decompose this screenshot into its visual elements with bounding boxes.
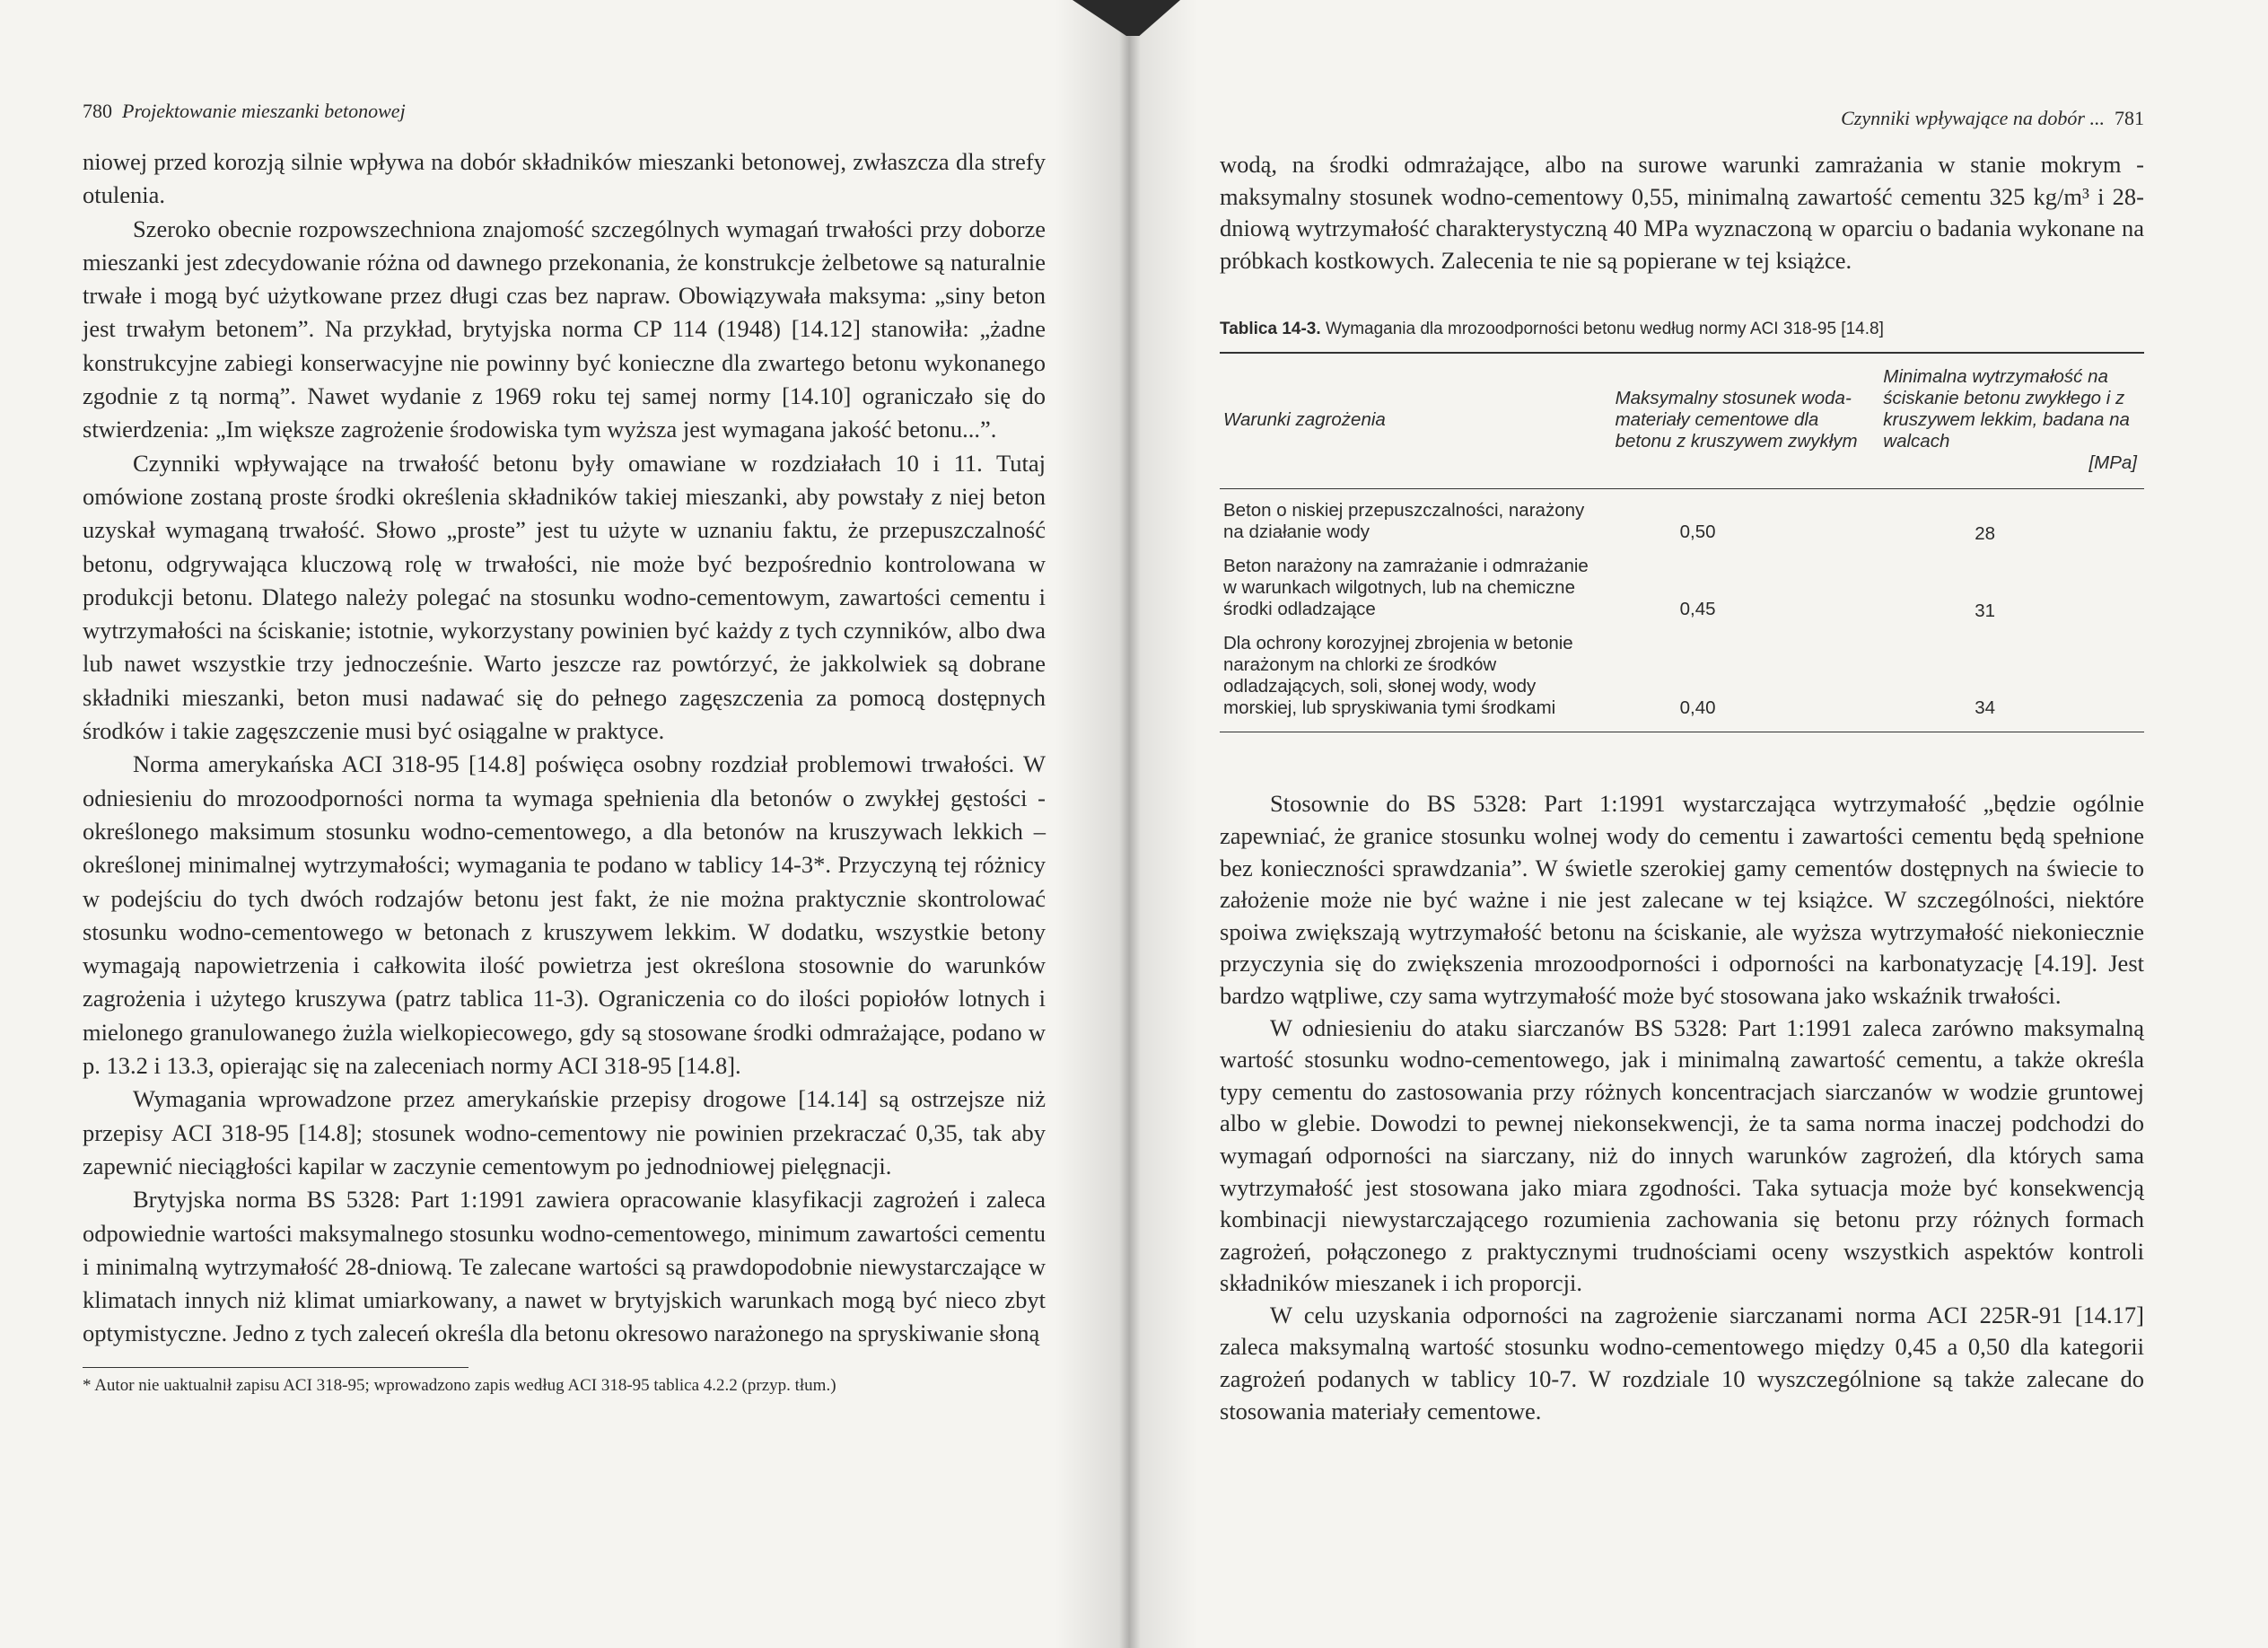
- right-body-text-top: [1220, 149, 2144, 276]
- cell-condition: Dla ochrony korozyjnej zbrojenia w betonie narażonym na chlorki ze środków odladzających, soli, słonej wody, wody morskiej, lub spryskiwania tymi środkami: [1220, 622, 1608, 732]
- cell-min-strength: 31: [1975, 600, 1996, 622]
- header-min-strength: [1876, 353, 2144, 489]
- cell-max-wc: 0,45: [1679, 599, 1716, 620]
- table-row: [1220, 489, 2144, 546]
- table-row: [1220, 622, 2144, 732]
- right-page: [1126, 0, 2268, 1648]
- cell-condition: Beton narażony na zamrażanie i odmrażanie w warunkach wilgotnych, lub na chemiczne środki odladzające: [1223, 556, 1589, 620]
- left-running-title: Projektowanie mieszanki betonowej: [122, 100, 406, 122]
- paragraph: Stosownie do BS 5328: Part 1:1991 wystarczająca wytrzymałość „będzie ogólnie zapewniać, że granice stosunku wolnej wody do cementu i zawartości cementu będą spełnione bez konieczności sprawdzania”. W świetle szerokiej gamy cementów dostępnych na świecie to założenie może nie być ważne i nie jest zalecane w tej książce. W szczególności, niektóre spoiwa zwiększają wytrzymałość betonu na ściskanie, ale wyższa wytrzymałość niekoniecznie przyczynia się do zwiększenia mrozoodporności i odporności na karbonatyzację [4.19]. Jest bardzo wątpliwe, czy sama wytrzymałość może być stosowana jako wskaźnik trwałości.: [1220, 790, 2144, 1009]
- table-caption: [1220, 320, 2144, 339]
- table-label: Tablica 14-3.: [1220, 320, 1321, 339]
- requirements-table: [1220, 352, 2144, 732]
- table-caption-text: Wymagania dla mrozoodporności betonu według normy ACI 318-95 [14.8]: [1325, 320, 1884, 339]
- paragraph: Wymagania wprowadzone przez amerykańskie przepisy drogowe [14.14] są ostrzejsze niż przepisy ACI 318-95 [14.8]; stosunek wodno-cementowy nie powinien przekraczać 0,35, tak aby zapewnić nieciągłości kapilar w zaczynie cementowym po jednodniowej pielęgnacji.: [83, 1085, 1046, 1179]
- paragraph: Szeroko obecnie rozpowszechniona znajomość szczególnych wymagań trwałości przy doborze mieszanki jest zdecydowanie różna od dawnego przekonania, że konstrukcje żelbetowe są naturalnie trwałe i mogą być użytkowane przez długi czas bez napraw. Obowiązywała maksyma: „siny beton jest trwałym betonem”. Na przykład, brytyjska norma CP 114 (1948) [14.12] stanowiła: „żadne konstrukcyjne zabiegi konserwacyjne nie powinny być konieczne dla zwartego betonu wykonanego zgodnie z tą normą”. Nawet wydanie z 1969 roku tej samej normy [14.10] ograniczało się do stwierdzenia: „Im większe zagrożenie środowiska tym wyższa jest wymagana jakość betonu...”.: [83, 215, 1046, 443]
- paragraph: W celu uzyskania odporności na zagrożenie siarczanami norma ACI 225R-91 [14.17] zaleca maksymalną wartość stosunku wodno-cementowego między 0,45 a 0,50 dla kategorii zagrożeń podanych w tablicy 10-7. W rozdziale 10 wyszczególnione są także zalecane do stosowania materiały cementowe.: [1220, 1301, 2144, 1424]
- paragraph: Norma amerykańska ACI 318-95 [14.8] poświęca osobny rozdział problemowi trwałości. W odniesieniu do mrozoodporności norma ta wymaga spełnienia dla betonów o zwykłej gęstości - określonego maksimum stosunku wodno-cementowego, a dla betonów na kruszywach lekkich – określonej minimalnej wytrzymałości; wymagania te podano w tablicy 14-3*. Przyczyną tej różnicy w podejściu do tych dwóch rodzajów betonu jest fakt, że nie można praktycznie skontrolować stosunku wodno-cementowego w betonach z kruszywem lekkim. W dodatku, wszystkie betony wymagają napowietrzenia i całkowita ilość powietrza jest określona stosownie do warunków zagrożenia i użytego kruszywa (patrz tablica 11-3). Ograniczenia co do ilości popiołów lotnych i mielonego granulowanego żużla wielkopiecowego, gdy są stosowane środki odmrażające, podano w p. 13.2 i 13.3, opierając się na zaleceniach normy ACI 318-95 [14.8].: [83, 750, 1046, 1080]
- paragraph: Brytyjska norma BS 5328: Part 1:1991 zawiera opracowanie klasyfikacji zagrożeń i zaleca odpowiednie wartości maksymalnego stosunku wodno-cementowego, minimum zawartości cementu i minimalną wytrzymałość 28-dniową. Te zalecane wartości są prawdopodobnie niewystarczające w klimatach innych niż klimat umiarkowany, a nawet w brytyjskich warunkach mogą być nieco zbyt optymistyczne. Jedno z tych zaleceń określa dla betonu okresowo narażonego na spryskiwanie słoną: [83, 1186, 1046, 1347]
- header-min-strength-text: Minimalna wytrzymałość na ściskanie betonu zwykłego i z kruszywem lekkim, badana na walcach: [1883, 366, 2130, 452]
- right-running-head: [1220, 101, 2144, 136]
- left-page: [0, 0, 1126, 1648]
- cell-max-wc: 0,40: [1608, 622, 1877, 732]
- left-running-head: [83, 93, 1046, 129]
- left-page-number: 780: [83, 100, 112, 122]
- header-unit: [MPa]: [2088, 452, 2137, 474]
- footnote: * Autor nie uaktualnił zapisu ACI 318-95; wprowadzono zapis według ACI 318-95 tablica 4.2.2 (przyp. tłum.): [83, 1375, 836, 1395]
- table-header-row: [1220, 353, 2144, 489]
- cell-min-strength: 28: [1975, 523, 1996, 545]
- cell-condition: Beton o niskiej przepuszczalności, narażony na działanie wody: [1223, 500, 1585, 543]
- left-body-text: [83, 145, 1046, 1351]
- cell-min-strength: 34: [1876, 622, 2144, 732]
- header-conditions: Warunki zagrożenia: [1220, 353, 1608, 489]
- paragraph: Czynniki wpływające na trwałość betonu były omawiane w rozdziałach 10 i 11. Tutaj omówione zostaną proste środki określenia składników takiej mieszanki, aby powstały z niej beton uzyskał wymaganą trwałość. Słowo „proste” jest tu użyte w uznaniu faktu, że przepuszczalność betonu, odgrywająca kluczową rolę w trwałości, nie może być bezpośrednio kontrolowana w produkcji betonu. Dlatego należy polegać na stosunku wodno-cementowym, zawartości cementu i wytrzymałości na ściskanie; istotnie, wykorzystany powinien być każdy z tych czynników, albo dwa lub nawet wszystkie trzy jednocześnie. Warto jeszcze raz powtórzyć, że jakkolwiek są dobrane składniki mieszanki, beton musi nadawać się do pełnego zagęszczenia za pomocą dostępnych środków i takie zagęszczenie musi być osiągalne w praktyce.: [83, 449, 1046, 745]
- paragraph: wodą, na środki odmrażające, albo na surowe warunki zamrażania w stanie mokrym - maksymalny stosunek wodno-cementowy 0,55, minimalną zawartość cementu 325 kg/m³ i 28-dniową wytrzymałość charakterystyczną 40 MPa wyznaczoną w oparciu o badania wykonane na próbkach kostkowych. Zalecenia te nie są popierane w tej książce.: [1220, 151, 2144, 274]
- right-body-text-bottom: [1220, 788, 2144, 1427]
- paragraph: niowej przed korozją silnie wpływa na dobór składników mieszanki betonowej, zwłaszcza dla strefy otulenia.: [83, 148, 1046, 209]
- header-max-wc: Maksymalny stosunek woda-materiały cementowe dla betonu z kruszywem zwykłym: [1608, 353, 1877, 489]
- table-row: [1220, 545, 2144, 622]
- cell-max-wc: 0,50: [1679, 522, 1716, 543]
- footnote-divider: [83, 1367, 468, 1368]
- right-page-number: 781: [2115, 107, 2144, 129]
- paragraph: W odniesieniu do ataku siarczanów BS 5328: Part 1:1991 zaleca zarówno maksymalną wartość stosunku wodno-cementowego, jak i minimalną zawartość cementu, a także określa typy cementu do zastosowania przy różnych koncentracjach siarczanów w wodzie gruntowej albo w glebie. Dowodzi to pewnej niekonsekwencji, że ta sama norma inaczej podchodzi do wymagań odporności na siarczany, niż do innych warunków zagrożeń, dla których sama wytrzymałość jest stosowana jako miara zgodności. Taka sytuacja może być konsekwencją kombinacji niewystarczającego rozumienia zachowania się betonu przy różnych formach zagrożeń, połączonego z praktycznymi trudnościami oceny wszystkich aspektów kontroli składników mieszanek i ich proporcji.: [1220, 1013, 2144, 1297]
- right-running-title: Czynniki wpływające na dobór ...: [1841, 107, 2105, 129]
